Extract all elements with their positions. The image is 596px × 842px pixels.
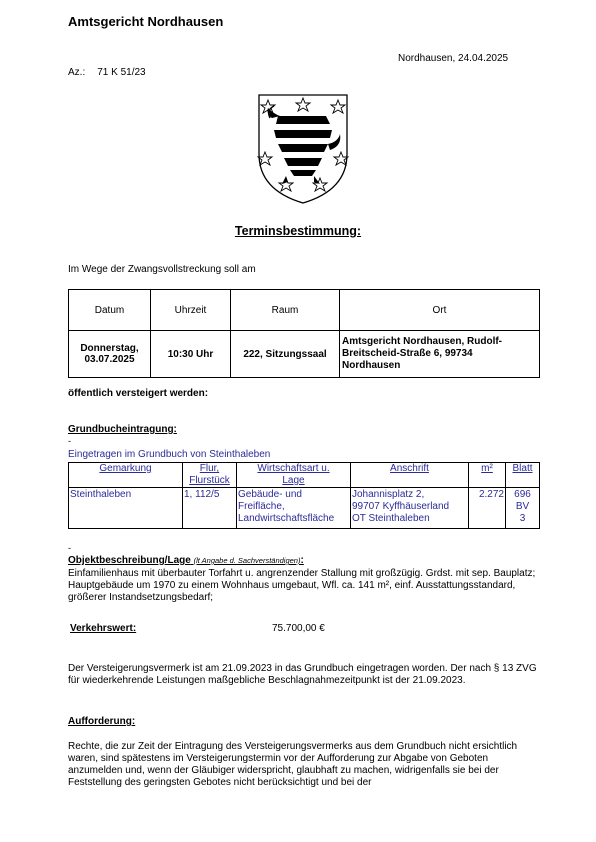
header-blatt: Blatt (506, 463, 540, 488)
header-flur-line-2: Flurstück (189, 475, 230, 486)
auction-statement: öffentlich versteigert werden: (68, 388, 209, 399)
header-ort: Ort (340, 290, 540, 331)
objekt-description: Einfamilienhaus mit überbauter Torfahrt u. angrenzender Stallung mit großzügig. Grdst. mit sep. Bauplatz; Hauptgebäude um 1970 zu einem Wohnhaus umgebaut, Wfl. ca. 141 m², einf. Ausstattungsstandard, größerer Instandsetzungsbedarf; (68, 568, 536, 603)
cell-flur: 1, 112/5 (183, 488, 237, 529)
anschrift-line-1: Johannisplatz 2, (352, 489, 425, 500)
termin-table-row (69, 331, 540, 378)
thuringia-coat-of-arms (256, 92, 350, 206)
objekt-heading-note: (lt Angabe d. Sachverständigen) (193, 556, 301, 565)
cell-gemarkung: Steinthaleben (69, 488, 183, 529)
cell-uhrzeit: 10:30 Uhr (151, 331, 231, 378)
court-name: Amtsgericht Nordhausen (68, 14, 224, 29)
cell-ort (340, 331, 540, 378)
cell-datum (69, 331, 151, 378)
grundbuch-dash: - (68, 436, 71, 446)
blatt-line-2: 3 (519, 513, 526, 524)
grundbuch-header-row (69, 463, 540, 488)
termin-table-header-row (69, 290, 540, 331)
header-uhrzeit: Uhrzeit (151, 290, 231, 331)
termin-table (68, 289, 540, 378)
objekt-heading-colon: : (300, 555, 304, 566)
wirtschaftsart-line-3: Landwirtschaftsfläche (238, 513, 335, 524)
file-reference-label: Az.: (68, 67, 86, 78)
ort-line-3: Nordhausen (342, 360, 401, 371)
header-flur (183, 463, 237, 488)
ort-line-1: Amtsgericht Nordhausen, Rudolf- (342, 336, 503, 347)
header-anschrift: Anschrift (351, 463, 469, 488)
header-flur-line-1: Flur, (199, 463, 220, 474)
place-date: Nordhausen, 24.04.2025 (398, 53, 509, 64)
versteigerungsvermerk-text: Der Versteigerungsvermerk ist am 21.09.2023 in das Grundbuch eingetragen worden. Der nach § 13 ZVG für wiederkehrende Leistungen maßgebliche Beschlagnahmezeitpunkt ist der 21.09.2023. (68, 663, 537, 686)
cell-raum: 222, Sitzungssaal (231, 331, 340, 378)
header-wirtschaftsart-line-1: Wirtschaftsart u. (257, 463, 330, 474)
intro-text: Im Wege der Zwangsvollstreckung soll am (68, 264, 256, 275)
header-gemarkung: Gemarkung (69, 463, 183, 488)
cell-blatt (506, 488, 540, 529)
file-reference-value: 71 K 51/23 (97, 67, 146, 78)
page-title: Terminsbestimmung: (234, 224, 362, 238)
blatt-line-1: 696 BV (514, 489, 531, 512)
objekt-heading-text: Objektbeschreibung/Lage (68, 555, 191, 566)
cell-wirtschaftsart (237, 488, 351, 529)
cell-m2: 2.272 (469, 488, 506, 529)
aufforderung-heading: Aufforderung: (68, 716, 136, 727)
verkehrswert-value: 75.700,00 € (272, 623, 325, 634)
cell-anschrift (351, 488, 469, 529)
file-reference (68, 67, 146, 78)
verkehrswert-label: Verkehrswert: (70, 623, 137, 634)
aufforderung-text: Rechte, die zur Zeit der Eintragung des Versteigerungsvermerks aus dem Grundbuch nicht ersichtlich waren, sind spätestens im Versteigerungstermin vor der Aufforderung zur Abgabe von Geboten anzumelden und, wenn der Gläubiger widerspricht, glaubhaft zu machen, widrigenfalls sie bei der Feststellung des geringsten Gebotes nicht berücksichtigt und bei der (68, 741, 518, 788)
wirtschaftsart-line-2: Freifläche, (238, 501, 285, 512)
header-raum: Raum (231, 290, 340, 331)
objekt-dash: - (68, 543, 71, 553)
header-wirtschaftsart-line-2: Lage (282, 475, 305, 486)
grundbuch-heading: Grundbucheintragung: (68, 424, 177, 435)
datum-weekday: Donnerstag, (80, 343, 139, 354)
header-m2: m² (469, 463, 506, 488)
anschrift-line-3: OT Steinthaleben (352, 513, 430, 524)
ort-line-2: Breitscheid-Straße 6, 99734 (342, 348, 473, 359)
datum-date: 03.07.2025 (84, 354, 135, 365)
grundbuch-row (69, 488, 540, 529)
grundbuch-table (68, 462, 540, 529)
anschrift-line-2: 99707 Kyffhäuserland (352, 501, 450, 512)
header-datum: Datum (69, 290, 151, 331)
grundbuch-subtitle: Eingetragen im Grundbuch von Steinthaleben (68, 449, 271, 460)
objekt-heading (68, 555, 304, 566)
header-wirtschaftsart (237, 463, 351, 488)
wirtschaftsart-line-1: Gebäude- und (238, 489, 302, 500)
